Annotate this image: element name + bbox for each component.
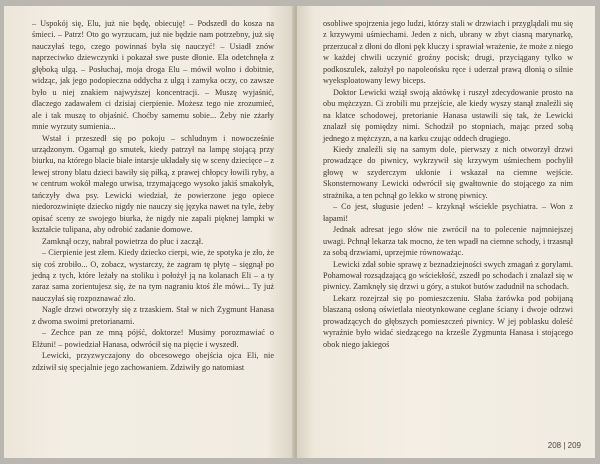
- left-page-paragraph: – Zechce pan ze mną pójść, doktorze! Musimy porozmawiać o Elżuni! – powiedział Hanasa, odwrócił się na pięcie i wyszedł.: [32, 328, 274, 349]
- right-page-paragraph: Lewicki zdał sobie sprawę z beznadziejności swych zmagań z gorylami. Pohamował rozsądzającą go wściekłość, zszedł po schodach i znalazł się w piwnicy. Zamknęły się drzwi u góry, a stukot butów zadudnił na schodach.: [323, 259, 573, 292]
- page-numbers: 208 | 209: [547, 441, 581, 450]
- right-page-paragraph: – Co jest, sługusie jeden! – krzyknął wściekle psychiatra. – Won z łapami!: [323, 202, 573, 223]
- left-page-paragraph: – Uspokój się, Elu, już nie będę, obiecuję! – Podszedł do kosza na śmieci. – Patrz! Oto go wyrzucam, już nie będzie nam potrzebny, już się nauczyłaś tego, czego powinnaś była się nauczyć! – Usiadł znów naprzeciwko dziewczynki i pokazał swe puste dłonie. Ela odetchnęła z głęboką ulgą. – Posłuchaj, moja droga Elu – mówił wolno i dobitnie, widząc, jak jego podopieczna oddycha z ulgą i zamyka oczy, co zawsze było u niej znakiem najwyższej koncentracji. – Muszę wyjaśnić, dlaczego zadawałem ci dzisiaj cierpienie. Możesz tego nie zrozumieć, ale i tak muszę to objaśnić. Choćby samemu sobie... Żeby nie zżarły mnie wyrzuty sumienia...: [32, 19, 274, 132]
- right-page-paragraph: Lekarz rozejrzał się po pomieszczeniu. Słaba żarówka pod pobijaną blaszaną osłoną oświetlała nieotynkowane ceglane ściany i dwoje odrzwi prowadzących do głębszych pomieszczeń piwnicy. W jej poblasku doleść wyraźnie było widać siedzącego na krześle Zygmunta Hanasa i stojącego obok niego jakiegoś: [323, 293, 573, 349]
- right-page-paragraph: Kiedy znaleźli się na samym dole, pierwszy z nich otworzył drzwi prowadzące do piwnicy, wykrzywił się krzywym uśmiechem pochylił głowę w szyderczym ukłonie i wskazał na ciemne wejście. Skonsternowany Lewicki odwrócił się gwałtownie do stojącego za nim strażnika, a ten pchnął go lekko w stronę piwnicy.: [323, 144, 573, 200]
- left-page: [4, 6, 295, 458]
- left-page-paragraph: Wstał i przeszedł się po pokoju – schludnym i nowocześnie urządzonym. Ogarnął go smutek, kiedy patrzył na lampę stojącą przy biurku, na którego blacie białe intarsje układały się w sceny dziecięce – z lewej strony blatu dzieci bawiły się piłką, z prawej chłopcy łowili ryby, a w centrum wokół małego urwisa, trzymającego wysoko jakiś smakołyk, tańczyły dwa psy. Lewicki wiedział, że powierzone jego opiece niedorozwinięte dziecko nigdy nie nauczy się języka nawet na tyle, żeby opisać sceny ze swojego biurka, że nigdy nie zapali pięknej lampki w kształcie tulipana, aby odrobić zadanie domowe.: [32, 133, 274, 235]
- right-page: [297, 6, 595, 458]
- right-page-paragraph: osobliwe spojrzenia jego ludzi, którzy stali w drzwiach i przyglądali mu się z krzywymi uśmiechami. Jeden z nich, ubrany w zbyt ciasną marynarkę, przerzucał z dłoni do dłoni pęk kluczy i sprawiał wrażenie, że może z niego w każdej chwili uczynić groźny pocisk; drugi, przyciągany tylko w podkoszulek, założył po napoleońsku ręce i uderzał prawą dłonią o silnie wyeksploatowany lewy biceps.: [323, 19, 573, 86]
- left-page-text: [32, 18, 274, 373]
- right-page-paragraph: Jednak adresat jego słów nie zwrócił na to polecenie najmniejszej uwagi. Pchnął lekarza tak mocno, że ten wpadł na ciemne schody, i trzasnął za sobą drzwiami, uprzejmie równoważąc.: [323, 225, 573, 258]
- left-page-paragraph: Zamknął oczy, nabrał powietrza do płuc i zaczął.: [42, 236, 204, 246]
- left-page-paragraph: Lewicki, przyzwyczajony do obcesowego obejścia ojca Eli, nie zdziwił się specjalnie jego zachowaniem. Zdziwiły go natomiast: [32, 351, 274, 372]
- right-page-paragraph: Doktor Lewicki wziął swoją aktówkę i ruszył zdecydowanie prosto na obu mężczyzn. Ci zrobili mu przejście, ale kiedy wyszy stanął znaleźli się na klatce schodowej, pretorianie Hanasa ustawili się tak, że Lewicki znalazł się pomiędzy nimi. Schodził po stopniach, mając przed sobą jednego z mężczyzn, a na karku czując oddech drugiego.: [323, 87, 573, 143]
- right-page-text: [323, 18, 573, 350]
- left-page-paragraph: Nagle drzwi otworzyły się z trzaskiem. Stał w nich Zygmunt Hanasa z dwoma swoimi pretorianami.: [32, 305, 274, 326]
- left-page-paragraph: – Cierpienie jest złem. Kiedy dziecko cierpi, wie, że spotyka je zło, że się coś zrobiło... O, zobacz, wystarczy, że zagram tę płytę – sięgnął po jedną z tych, które leżały na stoliku i położył ją na kolanach Eli – a ty zaraz sama zorientujesz się, że na tym nagraniu ktoś źle mówi... Ty już nauczyłaś się rozpoznawać zło.: [32, 248, 274, 303]
